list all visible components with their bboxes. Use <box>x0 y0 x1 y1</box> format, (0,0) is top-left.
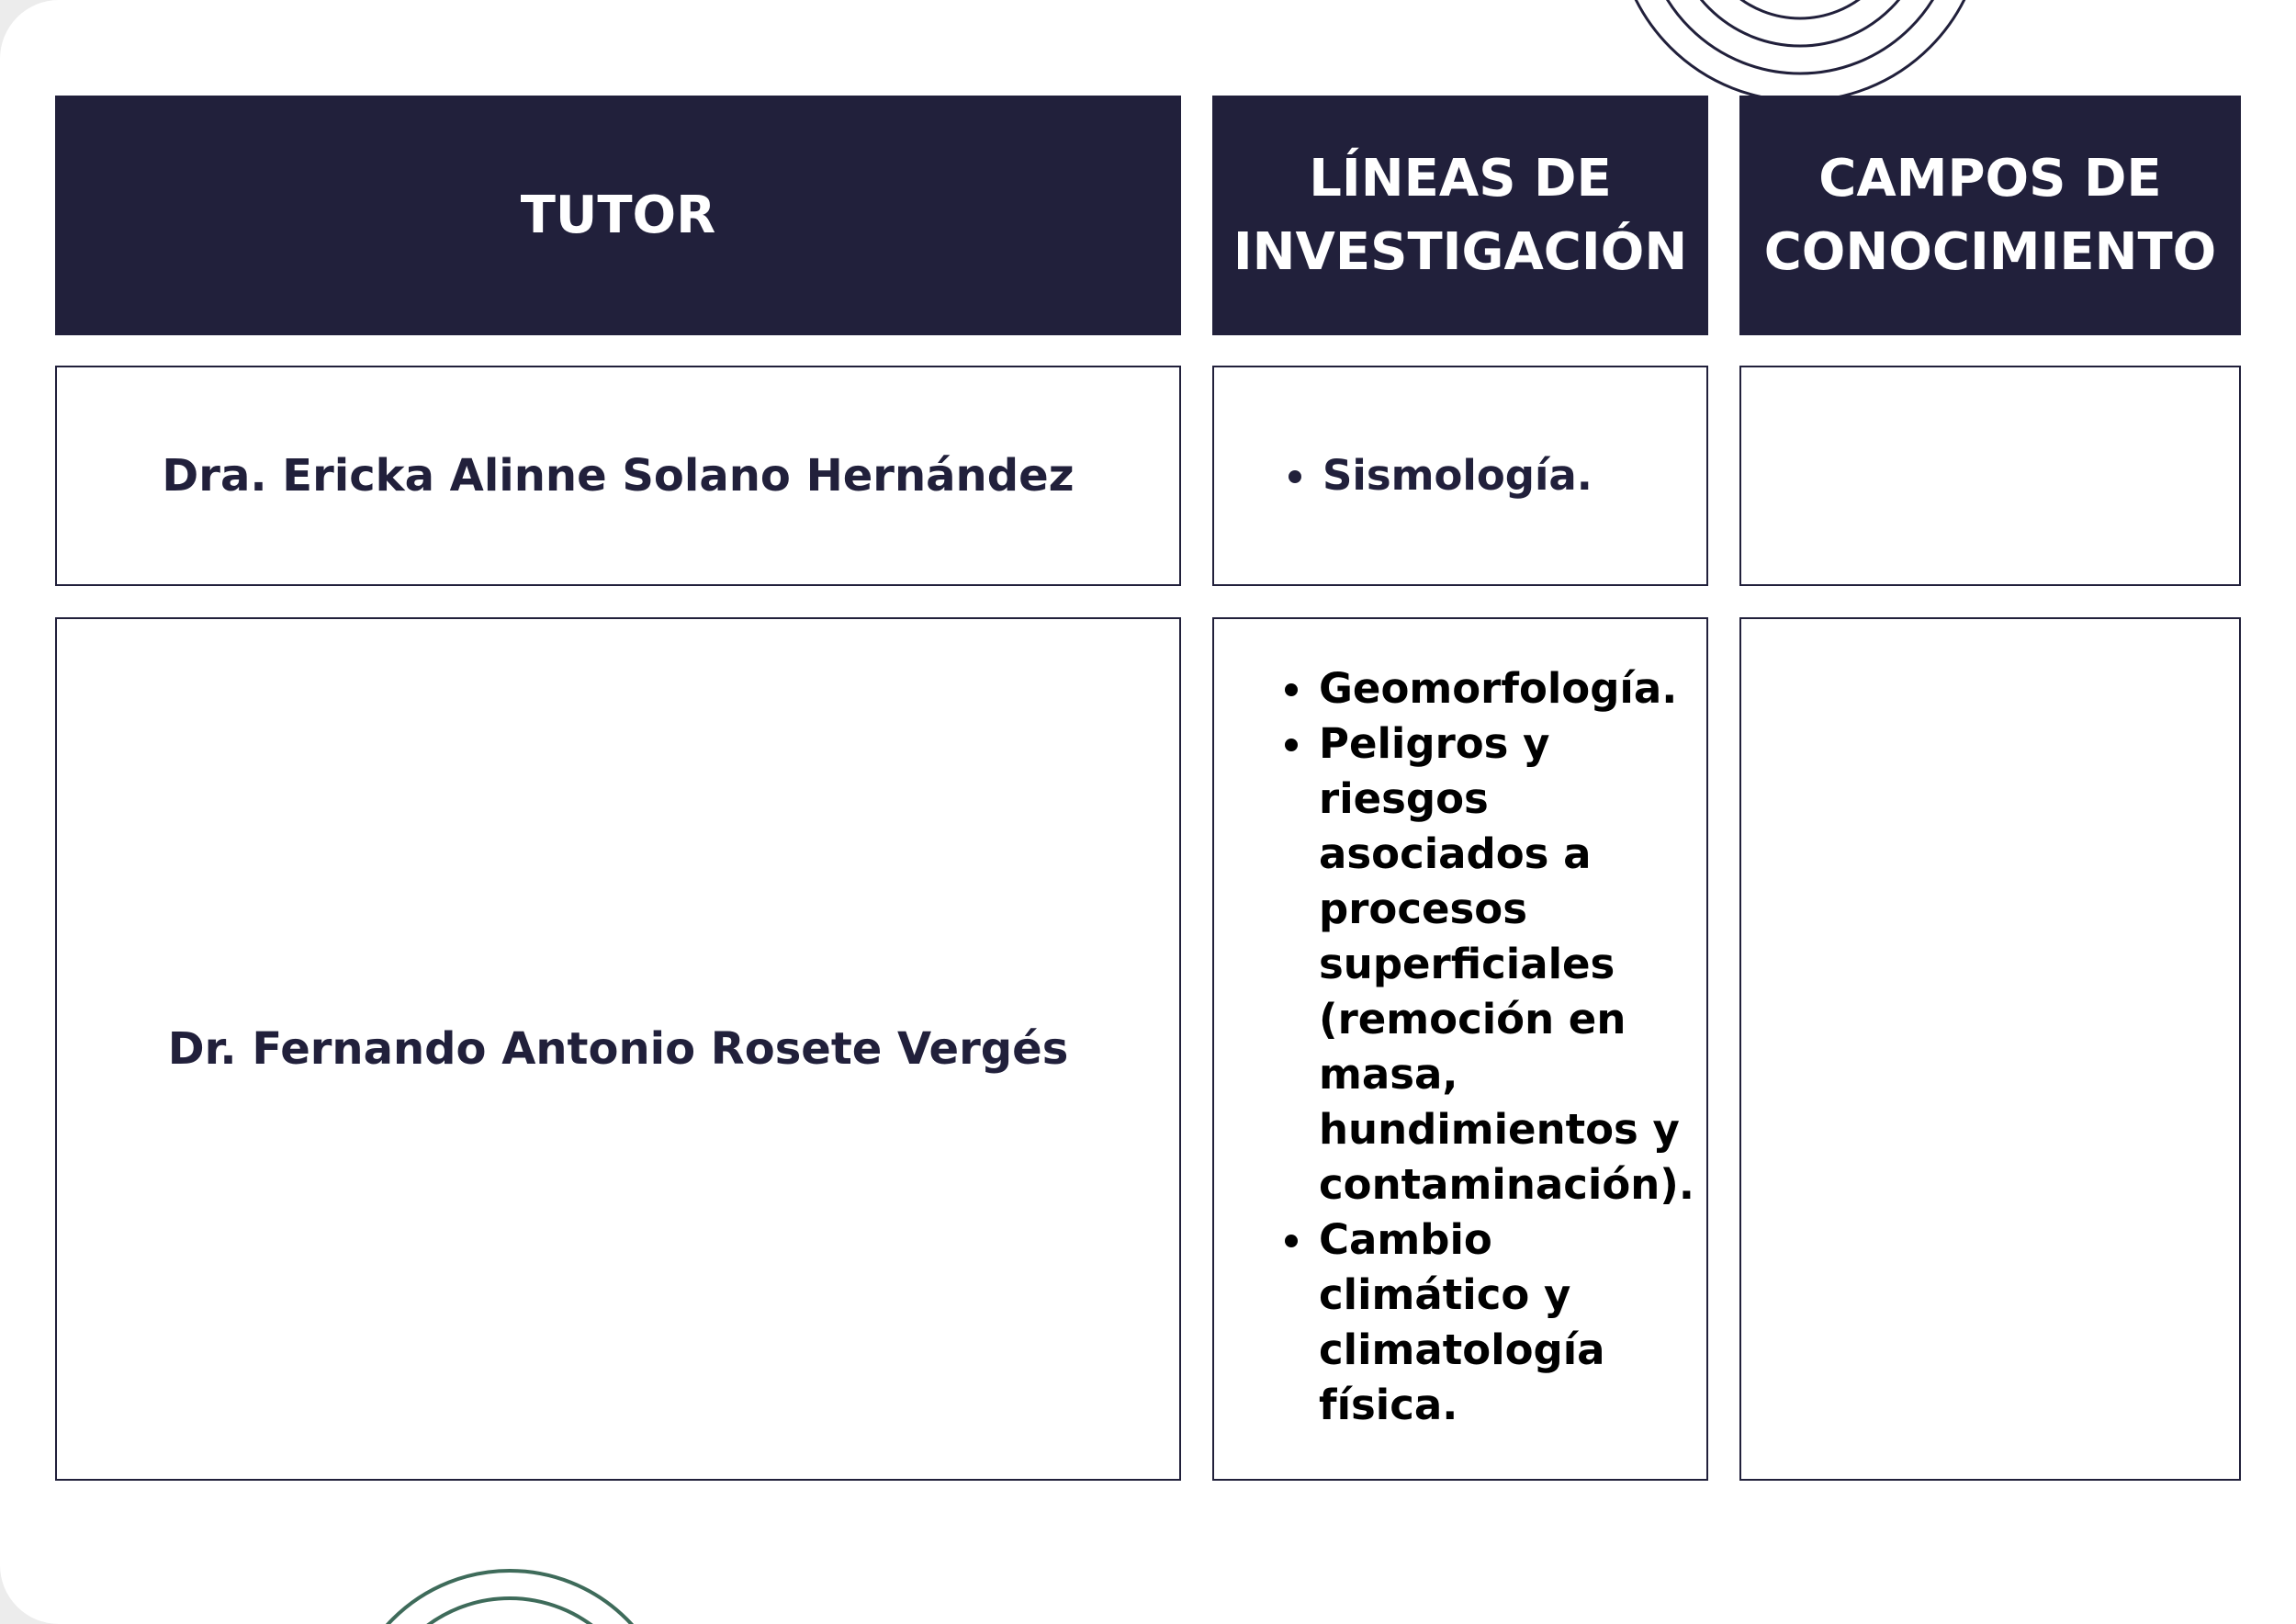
header-tutor-label: TUTOR <box>520 185 716 245</box>
header-research-lines-line2: INVESTIGACIÓN <box>1232 221 1688 282</box>
list-item: • Peligros y riesgos asociados a procesos superficiales (remoción en masa, hundimientos y contaminación). <box>1317 716 1688 1212</box>
research-lines-list <box>1214 448 1593 503</box>
header-knowledge-fields-line2: CONOCIMIENTO <box>1763 221 2217 282</box>
header-research-lines-line1: LÍNEAS DE <box>1309 148 1612 209</box>
table-row-2-tutor <box>55 617 1181 1481</box>
table-row-2-research-lines <box>1212 617 1708 1481</box>
header-knowledge-fields-line1: CAMPOS DE <box>1818 148 2162 209</box>
header-research-lines <box>1212 96 1708 335</box>
header-tutor <box>55 96 1181 335</box>
list-item: • Geomorfología. <box>1317 661 1688 716</box>
decorative-rings-bottom-icon <box>340 1543 689 1624</box>
list-item: • Sismología. <box>1321 448 1593 503</box>
research-lines-list <box>1214 661 1706 1433</box>
decorative-rings-top-icon <box>1616 0 1984 110</box>
table-row-1-research-lines <box>1212 366 1708 586</box>
tutor-name: Dr. Fernando Antonio Rosete Vergés <box>167 1023 1069 1075</box>
tutor-name: Dra. Ericka Alinne Solano Hernández <box>162 450 1075 502</box>
table-row-1-tutor <box>55 366 1181 586</box>
header-knowledge-fields <box>1739 96 2241 335</box>
table-row-2-knowledge-fields <box>1739 617 2241 1481</box>
list-item: • Cambio climático y climatología física. <box>1317 1212 1688 1433</box>
table-row-1-knowledge-fields <box>1739 366 2241 586</box>
